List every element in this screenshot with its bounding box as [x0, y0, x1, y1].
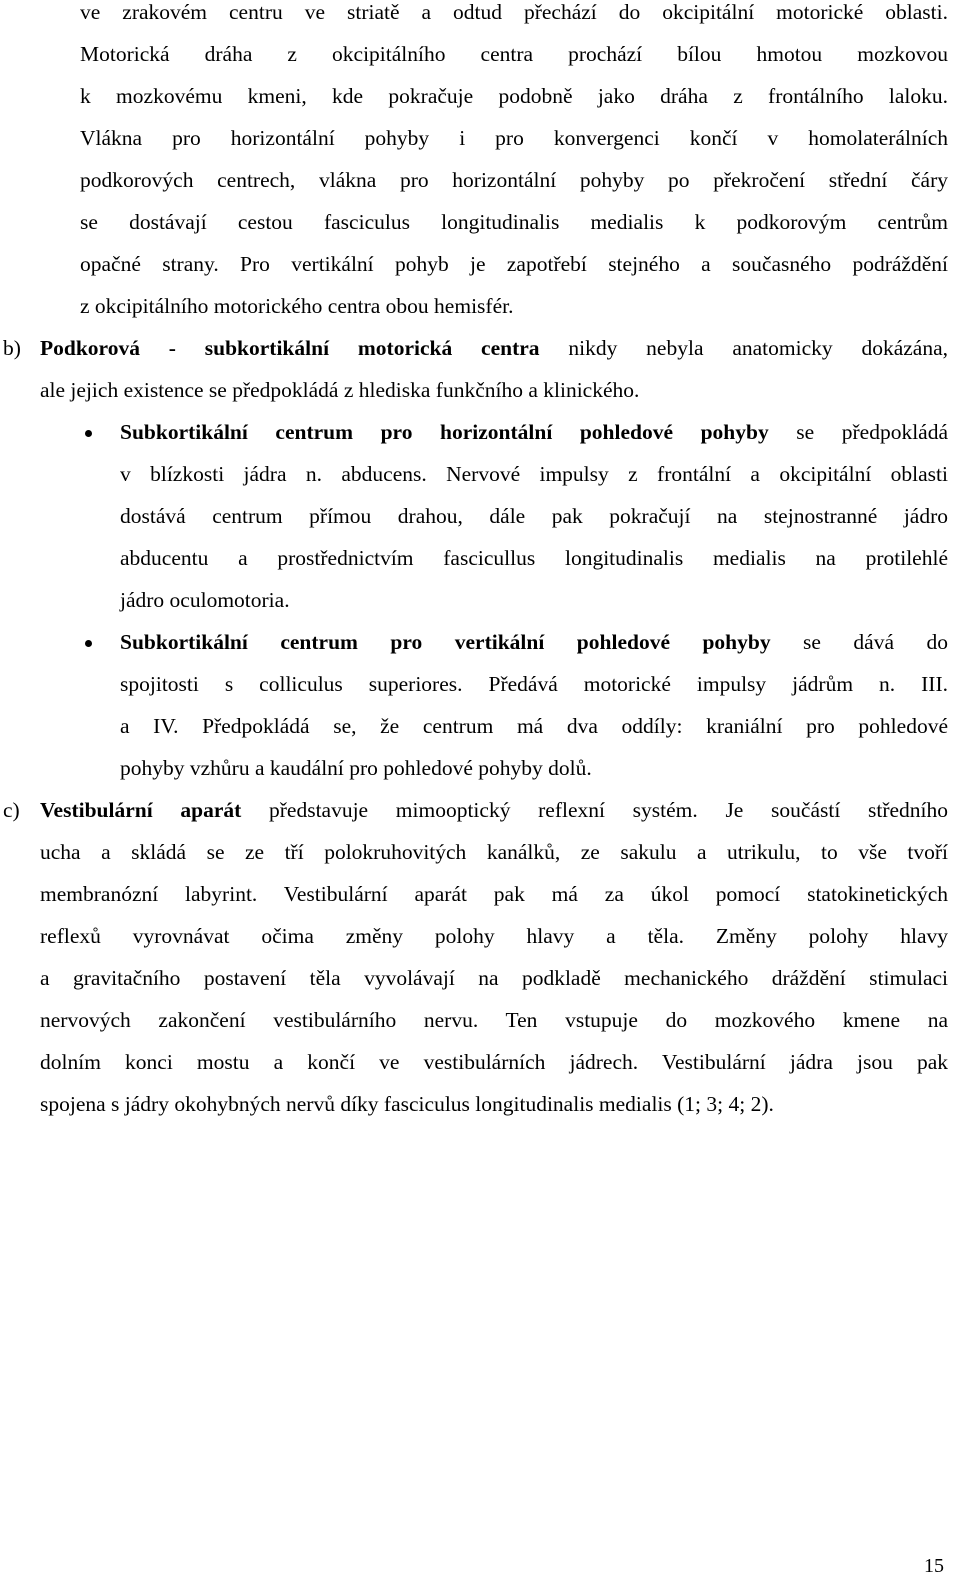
section-c-line: membranózní labyrint. Vestibulární aparát pak má za úkol pomocí statokinetických: [40, 884, 948, 906]
bullet-line: v blízkosti jádra n. abducens. Nervové impulsy z frontální a okcipitální oblasti: [120, 464, 948, 486]
bullet-line: a IV. Předpokládá se, že centrum má dva oddíly: kraniální pro pohledové: [120, 716, 948, 738]
paragraph-line: ve zrakovém centru ve striatě a odtud přechází do okcipitální motorické oblasti.: [80, 2, 948, 24]
section-c-line: dolním konci mostu a končí ve vestibulárních jádrech. Vestibulární jádra jsou pak: [40, 1052, 948, 1074]
page-number: 15: [924, 1555, 944, 1577]
bullet-line: dostává centrum přímou drahou, dále pak pokračují na stejnostranné jádro: [120, 506, 948, 528]
paragraph-line: Motorická dráha z okcipitálního centra prochází bílou hmotou mozkovou: [80, 44, 948, 66]
bullet-heading: Subkortikální centrum pro vertikální pohledové pohyby: [120, 632, 771, 654]
section-b-line-2: ale jejich existence se předpokládá z hlediska funkčního a klinického.: [40, 378, 640, 402]
paragraph-line: Vlákna pro horizontální pohyby i pro konvergenci končí v homolaterálních: [80, 128, 948, 150]
bullet-line: [120, 632, 948, 658]
paragraph-line: opačné strany. Pro vertikální pohyb je zapotřebí stejného a současného podráždění: [80, 254, 948, 276]
section-c-line: reflexů vyrovnávat očima změny polohy hlavy a těla. Změny polohy hlavy: [40, 926, 948, 948]
section-c-line-1: [40, 800, 948, 826]
section-b-heading: Podkorová - subkortikální motorická centra: [40, 338, 540, 360]
section-b-line-1: [40, 338, 948, 364]
bullet-text: se předpokládá: [768, 422, 948, 444]
section-b-text: nikdy nebyla anatomicky dokázána,: [539, 338, 948, 360]
section-c-line: a gravitačního postavení těla vyvolávají na podkladě mechanického dráždění stimulaci: [40, 968, 948, 990]
section-c-line: spojena s jádry okohybných nervů díky fasciculus longitudinalis medialis (1; 3; 4; 2).: [40, 1092, 774, 1116]
paragraph-line: podkorových centrech, vlákna pro horizontální pohyby po překročení střední čáry: [80, 170, 948, 192]
bullet-line: pohyby vzhůru a kaudální pro pohledové pohyby dolů.: [120, 756, 592, 780]
section-c-heading: Vestibulární aparát: [40, 800, 242, 822]
bullet-icon: [85, 430, 92, 437]
section-c-text: představuje mimooptický reflexní systém. Je součástí středního: [241, 800, 948, 822]
bullet-line: jádro oculomotoria.: [120, 588, 290, 612]
section-c-line: nervových zakončení vestibulárního nervu. Ten vstupuje do mozkového kmene na: [40, 1010, 948, 1032]
paragraph-line: k mozkovému kmeni, kde pokračuje podobně jako dráha z frontálního laloku.: [80, 86, 948, 108]
bullet-heading: Subkortikální centrum pro horizontální pohledové pohyby: [120, 422, 769, 444]
paragraph-line: z okcipitálního motorického centra obou hemisfér.: [80, 294, 514, 318]
paragraph-line: se dostávají cestou fasciculus longitudinalis medialis k podkorovým centrům: [80, 212, 948, 234]
bullet-line: spojitosti s colliculus superiores. Předává motorické impulsy jádrům n. III.: [120, 674, 948, 696]
list-marker-c: c): [3, 798, 20, 822]
section-c-line: ucha a skládá se ze tří polokruhovitých kanálků, ze sakulu a utrikulu, to vše tvoří: [40, 842, 948, 864]
bullet-text: se dává do: [770, 632, 948, 654]
list-marker-b: b): [3, 336, 21, 360]
bullet-line: [120, 422, 948, 448]
bullet-line: abducentu a prostřednictvím fascicullus longitudinalis medialis na protilehlé: [120, 548, 948, 570]
bullet-icon: [85, 640, 92, 647]
